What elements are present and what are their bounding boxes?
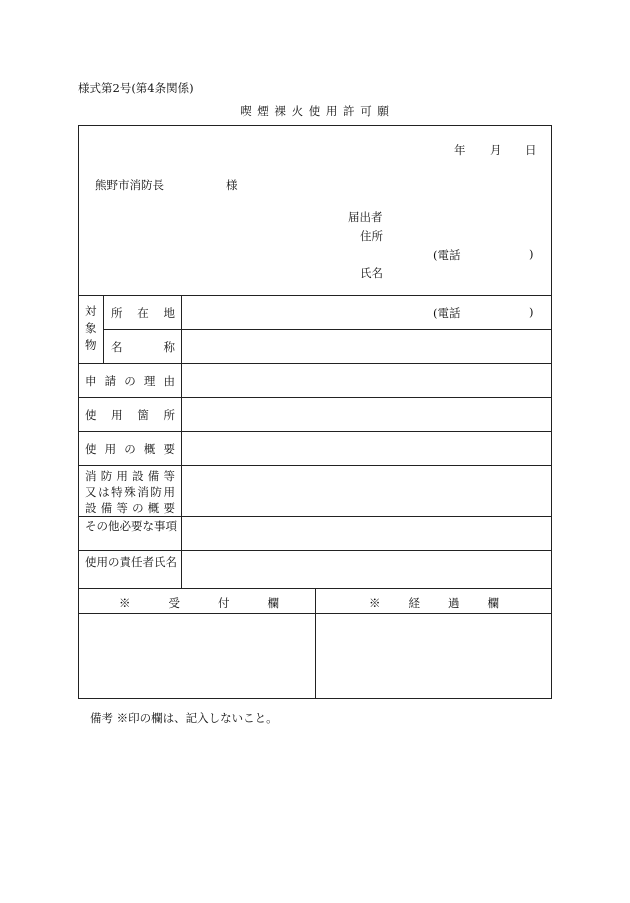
form-number: 様式第2号(第4条関係): [78, 81, 194, 95]
progress-label: ※ 経 過 欄: [369, 596, 499, 610]
rule-label-column: [181, 295, 182, 588]
date-year: 年: [454, 143, 466, 157]
other-label: その他必要な事項: [85, 519, 177, 533]
equipment-label-line-3: 設備等の概要: [85, 501, 175, 515]
applicant-phone-open: (電話: [433, 248, 461, 262]
form-title: 喫 煙 裸 火 使 用 許 可 願: [240, 104, 390, 118]
reception-label: ※ 受 付 欄: [119, 596, 279, 610]
name-label: 氏名: [360, 266, 383, 280]
date-month: 月: [490, 143, 502, 157]
rule-place: [79, 431, 551, 432]
overview-label: 使 用 の 概 要: [85, 442, 175, 456]
reason-label: 申 請 の 理 由: [85, 374, 175, 388]
addressee: 熊野市消防長: [95, 178, 164, 192]
remarks: 備考 ※印の欄は、記入しないこと。: [90, 711, 278, 725]
progress-field[interactable]: [316, 614, 551, 698]
location-phone-open: (電話: [433, 306, 461, 320]
equipment-label-line-2: 又は特殊消防用: [85, 485, 175, 499]
rule-overview: [79, 465, 551, 466]
applicant-phone-close: ): [529, 247, 534, 261]
rule-name: [79, 363, 551, 364]
rule-object-group: [103, 295, 104, 363]
application-form: [78, 125, 552, 699]
rule-other: [79, 550, 551, 551]
equipment-label-line-1: 消防用設備等: [85, 469, 175, 483]
filer-label: 届出者: [348, 210, 383, 224]
responsible-label: 使用の責任者氏名: [85, 555, 177, 569]
location-phone-close: ): [529, 305, 534, 319]
address-label: 住所: [360, 229, 383, 243]
place-label: 使 用 箇 所: [85, 408, 175, 422]
name-label-wrap: [111, 339, 175, 355]
rule-reason: [79, 397, 551, 398]
progress-label-wrap: [369, 595, 499, 611]
location-label-wrap: [111, 305, 175, 321]
date-day: 日: [525, 143, 537, 157]
rule-equipment: [79, 516, 551, 517]
place-label-wrap: [85, 407, 175, 423]
location-label: 所 在 地: [111, 306, 175, 320]
rule-location: [103, 329, 551, 330]
object-name-label: 名 称: [111, 340, 175, 354]
reason-label-wrap: [85, 373, 175, 389]
reception-field[interactable]: [79, 614, 315, 698]
honorific: 様: [226, 178, 238, 192]
overview-label-wrap: [85, 441, 175, 457]
object-group-label: 対象物: [85, 304, 97, 352]
reception-label-wrap: [119, 595, 279, 611]
rule-applicant: [79, 295, 551, 296]
equipment-label: [85, 468, 175, 516]
